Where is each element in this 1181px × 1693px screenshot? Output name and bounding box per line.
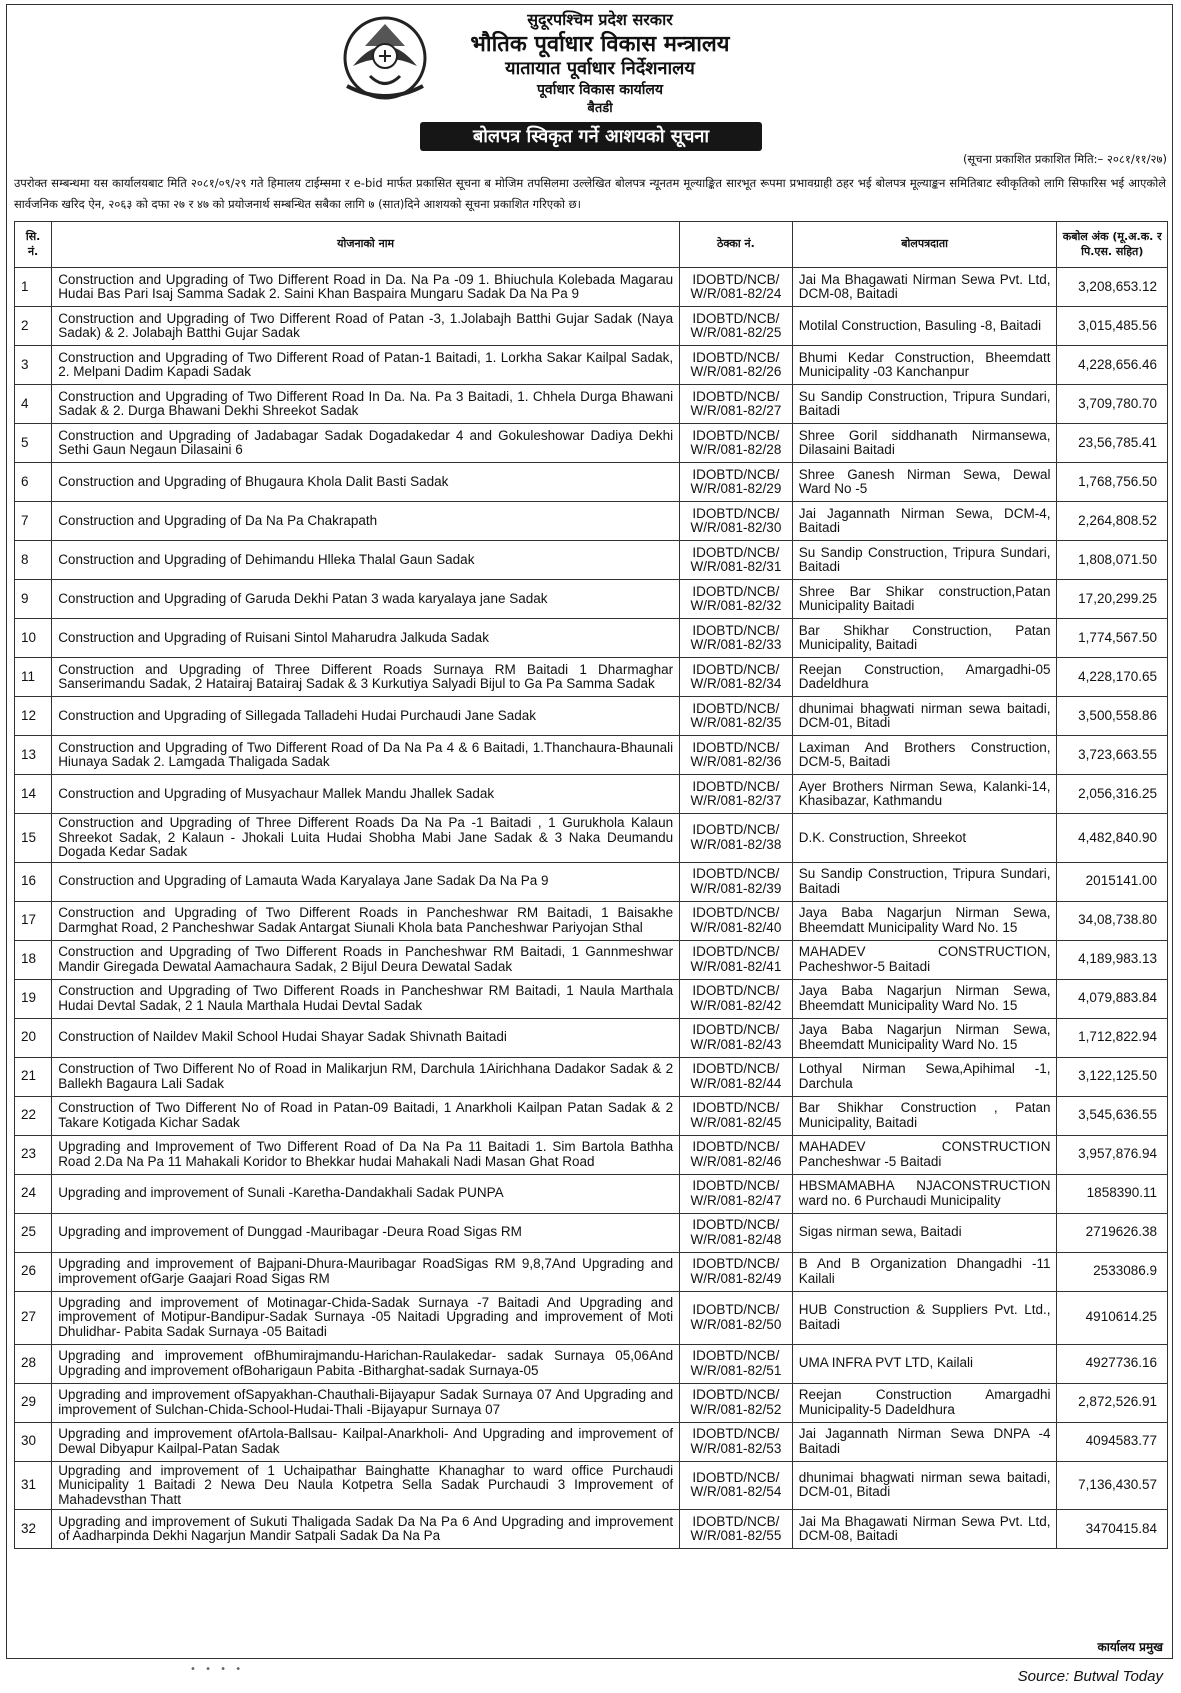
row-bidder: Shree Bar Shikar construction,Patan Municipality Baitadi xyxy=(792,580,1057,619)
row-contract-number: IDOBTD/NCB/ W/R/081-82/42 xyxy=(680,979,793,1018)
table-row xyxy=(15,1461,1168,1510)
row-bid-amount: 3,015,485.56 xyxy=(1057,307,1168,346)
table-row xyxy=(15,1174,1168,1213)
row-bidder: Su Sandip Construction, Tripura Sundari, Baitadi xyxy=(792,862,1057,901)
row-project-name: Upgrading and improvement of Sukuti Thaligada Sadak Da Na Pa 6 And Upgrading and improvement of Aadharpinda Dekhi Nagarjun Mandir Satpali Sadak Da Na Pa xyxy=(52,1510,680,1549)
row-bidder: Bar Shikhar Construction, Patan Municipality, Baitadi xyxy=(792,619,1057,658)
row-project-name: Construction and Upgrading of Two Different Road In Da. Na. Pa 3 Baitadi, 1. Chhela Durga Bhawani Sadak & 2. Durga Bhawani Dekhi Shreekot Sadak xyxy=(52,385,680,424)
row-bid-amount: 3,723,663.55 xyxy=(1057,736,1168,775)
row-bidder: Sigas nirman sewa, Baitadi xyxy=(792,1213,1057,1252)
row-serial: 19 xyxy=(15,979,52,1018)
row-contract-number: IDOBTD/NCB/ W/R/081-82/40 xyxy=(680,901,793,940)
row-bidder: Laximan And Brothers Construction, DCM-5, Baitadi xyxy=(792,736,1057,775)
row-bid-amount: 2533086.9 xyxy=(1057,1252,1168,1291)
row-project-name: Upgrading and improvement of Sunali -Karetha-Dandakhali Sadak PUNPA xyxy=(52,1174,680,1213)
row-contract-number: IDOBTD/NCB/ W/R/081-82/28 xyxy=(680,424,793,463)
row-serial: 20 xyxy=(15,1018,52,1057)
row-bidder: dhunimai bhagwati nirman sewa baitadi, DCM-01, Bitadi xyxy=(792,697,1057,736)
row-contract-number: IDOBTD/NCB/ W/R/081-82/45 xyxy=(680,1096,793,1135)
row-project-name: Construction and Upgrading of Musyachaur Mallek Mandu Jhallek Sadak xyxy=(52,775,680,814)
table-row xyxy=(15,1383,1168,1422)
directorate-name: यातायात पूर्वाधार निर्देशनालय xyxy=(505,58,695,79)
row-serial: 23 xyxy=(15,1135,52,1174)
table-row xyxy=(15,619,1168,658)
row-serial: 32 xyxy=(15,1510,52,1549)
nepal-emblem-icon xyxy=(335,6,435,106)
row-project-name: Construction and Upgrading of Ruisani Sintol Maharudra Jalkuda Sadak xyxy=(52,619,680,658)
row-bidder: Su Sandip Construction, Tripura Sundari, Baitadi xyxy=(792,385,1057,424)
row-bid-amount: 4,189,983.13 xyxy=(1057,940,1168,979)
row-bid-amount: 4,228,656.46 xyxy=(1057,346,1168,385)
row-contract-number: IDOBTD/NCB/ W/R/081-82/52 xyxy=(680,1383,793,1422)
row-bidder: Jai Jagannath Nirman Sewa DNPA -4 Baitadi xyxy=(792,1422,1057,1461)
row-project-name: Construction and Upgrading of Two Different Road of Patan -3, 1.Jolabajh Batthi Gujar Sadak (Naya Sadak) & 2. Jolabajh Batthi Gujar Sadak xyxy=(52,307,680,346)
row-project-name: Construction and Upgrading of Two Different Road of Patan-1 Baitadi, 1. Lorkha Sakar Kailpal Sadak, 2. Melpani Dadim Kapadi Sadak xyxy=(52,346,680,385)
col-header-amount: कबोल अंक (मू.अ.क. र पि.एस. सहित) xyxy=(1057,222,1168,268)
row-contract-number: IDOBTD/NCB/ W/R/081-82/49 xyxy=(680,1252,793,1291)
row-contract-number: IDOBTD/NCB/ W/R/081-82/24 xyxy=(680,268,793,307)
row-bid-amount: 4094583.77 xyxy=(1057,1422,1168,1461)
row-project-name: Construction and Upgrading of Jadabagar Sadak Dogadakedar 4 and Gokuleshowar Dadiya Dekhi Sethi Gaun Negaun Dilasaini 6 xyxy=(52,424,680,463)
row-bidder: Motilal Construction, Basuling -8, Baitadi xyxy=(792,307,1057,346)
row-project-name: Upgrading and Improvement of Two Different Road of Da Na Pa 11 Baitadi 1. Sim Bartola Bathha Road 2.Da Na Pa 11 Mahakali Koridor to Bhekkar hudai Mahakali Nadi Masan Ghat Road xyxy=(52,1135,680,1174)
row-serial: 22 xyxy=(15,1096,52,1135)
row-serial: 18 xyxy=(15,940,52,979)
row-bidder: Reejan Construction, Amargadhi-05 Dadeldhura xyxy=(792,658,1057,697)
table-row xyxy=(15,1096,1168,1135)
row-bid-amount: 3,500,558.86 xyxy=(1057,697,1168,736)
row-project-name: Construction of Naildev Makil School Hudai Shayar Sadak Shivnath Baitadi xyxy=(52,1018,680,1057)
row-bidder: UMA INFRA PVT LTD, Kailali xyxy=(792,1344,1057,1383)
row-serial: 14 xyxy=(15,775,52,814)
row-contract-number: IDOBTD/NCB/ W/R/081-82/33 xyxy=(680,619,793,658)
row-bidder: Jaya Baba Nagarjun Nirman Sewa, Bheemdatt Municipality Ward No. 15 xyxy=(792,1018,1057,1057)
row-project-name: Construction and Upgrading of Lamauta Wada Karyalaya Jane Sadak Da Na Pa 9 xyxy=(52,862,680,901)
row-project-name: Construction of Two Different No of Road in Malikarjun RM, Darchula 1Airichhana Dadakor Sadak & 2 Ballekh Bagaura Lali Sadak xyxy=(52,1057,680,1096)
row-project-name: Construction and Upgrading of Two Different Roads in Pancheshwar RM Baitadi, 1 Baisakhe Darmghat Road, 2 Pancheshwar Sadak Antargat Siunali Khola bata Pancheshwar Pariyojan Sthal xyxy=(52,901,680,940)
row-contract-number: IDOBTD/NCB/ W/R/081-82/30 xyxy=(680,502,793,541)
row-project-name: Construction and Upgrading of Two Different Road of Da Na Pa 4 & 6 Baitadi, 1.Thanchaura-Bhaunali Hiunaya Sadak 2. Lamgada Thaligada Sadak xyxy=(52,736,680,775)
row-serial: 28 xyxy=(15,1344,52,1383)
table-row xyxy=(15,424,1168,463)
table-row xyxy=(15,1422,1168,1461)
row-bidder: D.K. Construction, Shreekot xyxy=(792,814,1057,863)
row-bid-amount: 17,20,299.25 xyxy=(1057,580,1168,619)
row-contract-number: IDOBTD/NCB/ W/R/081-82/48 xyxy=(680,1213,793,1252)
row-serial: 26 xyxy=(15,1252,52,1291)
row-serial: 10 xyxy=(15,619,52,658)
row-bidder: Su Sandip Construction, Tripura Sundari, Baitadi xyxy=(792,541,1057,580)
row-bidder: MAHADEV CONSTRUCTION, Pacheshwor-5 Baitadi xyxy=(792,940,1057,979)
province-government: सुदूरपश्चिम प्रदेश सरकार xyxy=(527,10,673,29)
row-bidder: Bhumi Kedar Construction, Bheemdatt Municipality -03 Kanchanpur xyxy=(792,346,1057,385)
row-bidder: Bar Shikhar Construction , Patan Municipality, Baitadi xyxy=(792,1096,1057,1135)
table-row xyxy=(15,1213,1168,1252)
row-project-name: Construction and Upgrading of Two Different Road in Da. Na Pa -09 1. Bhiuchula Kolebada Magarau Hudai Bas Pari Isaj Samma Sadak 2. Saini Khan Baspaira Mungaru Sadak Da Na Pa 9 xyxy=(52,268,680,307)
row-bid-amount: 2015141.00 xyxy=(1057,862,1168,901)
row-serial: 17 xyxy=(15,901,52,940)
ministry-name: भौतिक पूर्वाधार विकास मन्त्रालय xyxy=(470,32,730,57)
row-bid-amount: 2,872,526.91 xyxy=(1057,1383,1168,1422)
table-row xyxy=(15,1252,1168,1291)
table-row xyxy=(15,940,1168,979)
row-bidder: dhunimai bhagwati nirman sewa baitadi, DCM-01, Bitadi xyxy=(792,1461,1057,1510)
row-bidder: Jai Ma Bhagawati Nirman Sewa Pvt. Ltd, DCM-08, Baitadi xyxy=(792,1510,1057,1549)
publish-date: (सूचना प्रकाशित प्रकाशित मिति:– २०८१/११/२७) xyxy=(962,152,1167,166)
table-row xyxy=(15,658,1168,697)
row-bidder: Ayer Brothers Nirman Sewa, Kalanki-14, Khasibazar, Kathmandu xyxy=(792,775,1057,814)
intro-paragraph: उपरोक्त सम्बन्धमा यस कार्यालयबाट मिति २०८१/०९/२९ गते हिमालय टाईम्समा र e-bid मार्फत प्रकासित सूचना ब मोजिम तपसिलमा उल्लेखित बोलपत्र न्यूनतम मूल्याङ्कित सारभूत रूपमा प्रभावग्राही ठहर भई बोलपत्र मूल्याङ्कन समितिबाट स्वीकृतिको लागि सिफारिस भई आएकोले सार्वजनिक खरिद ऐन, २०६३ को दफा २७ र ४७ को प्रयोजनार्थ सम्बन्धित सबैका लागि ७ (सात)दिने आशयको सूचना प्रकाशित गरिएको छ। xyxy=(14,176,1166,211)
row-bid-amount: 1,808,071.50 xyxy=(1057,541,1168,580)
bid-acceptance-table xyxy=(14,221,1168,1549)
table-row xyxy=(15,697,1168,736)
row-project-name: Upgrading and improvement of Motinagar-Chida-Sadak Surnaya -7 Baitadi And Upgrading and improvement of Motipur-Bandipur-Sadak Surnaya -05 Naitadi Upgrading and improvement of Moti Dhulidhar- Pabita Sadak Surnaya -05 Baitadi xyxy=(52,1291,680,1344)
row-bid-amount: 1,712,822.94 xyxy=(1057,1018,1168,1057)
col-header-bidder: बोलपत्रदाता xyxy=(792,222,1057,268)
row-contract-number: IDOBTD/NCB/ W/R/081-82/41 xyxy=(680,940,793,979)
row-serial: 21 xyxy=(15,1057,52,1096)
office-location: बैतडी xyxy=(587,101,613,116)
row-bidder: Jaya Baba Nagarjun Nirman Sewa, Bheemdatt Municipality Ward No. 15 xyxy=(792,901,1057,940)
row-project-name: Construction and Upgrading of Sillegada Talladehi Hudai Purchaudi Jane Sadak xyxy=(52,697,680,736)
row-bidder: Shree Goril siddhanath Nirmansewa, Dilasaini Baitadi xyxy=(792,424,1057,463)
row-bidder: B And B Organization Dhangadhi -11 Kailali xyxy=(792,1252,1057,1291)
table-row xyxy=(15,901,1168,940)
row-project-name: Construction and Upgrading of Three Different Roads Da Na Pa -1 Baitadi , 1 Gurukhola Kalaun Shreekot Sadak, 2 Kalaun - Jhokali Luita Hudai Shobha Mabi Jane Sadak & 3 Naka Deumandu Dogada Kedar Sadak xyxy=(52,814,680,863)
row-bid-amount: 3,957,876.94 xyxy=(1057,1135,1168,1174)
table-row xyxy=(15,1135,1168,1174)
row-contract-number: IDOBTD/NCB/ W/R/081-82/27 xyxy=(680,385,793,424)
row-project-name: Upgrading and improvement of Bajpani-Dhura-Mauribagar RoadSigas RM 9,8,7And Upgrading and improvement ofGarje Gaajari Road Sigas RM xyxy=(52,1252,680,1291)
row-project-name: Upgrading and improvement ofSapyakhan-Chauthali-Bijayapur Sadak Surnaya 07 And Upgrading and improvement of Sulchan-Chida-School-Hudai-Thali -Bijayapur Surnaya 07 xyxy=(52,1383,680,1422)
row-bid-amount: 2719626.38 xyxy=(1057,1213,1168,1252)
row-contract-number: IDOBTD/NCB/ W/R/081-82/31 xyxy=(680,541,793,580)
row-bid-amount: 2,264,808.52 xyxy=(1057,502,1168,541)
table-row xyxy=(15,1291,1168,1344)
row-bidder: Shree Ganesh Nirman Sewa, Dewal Ward No -5 xyxy=(792,463,1057,502)
table-row xyxy=(15,979,1168,1018)
row-bid-amount: 2,056,316.25 xyxy=(1057,775,1168,814)
row-bid-amount: 4,079,883.84 xyxy=(1057,979,1168,1018)
col-header-contract: ठेक्का नं. xyxy=(680,222,793,268)
row-bid-amount: 7,136,430.57 xyxy=(1057,1461,1168,1510)
row-serial: 24 xyxy=(15,1174,52,1213)
table-row xyxy=(15,580,1168,619)
row-serial: 7 xyxy=(15,502,52,541)
table-row xyxy=(15,541,1168,580)
table-row xyxy=(15,307,1168,346)
row-contract-number: IDOBTD/NCB/ W/R/081-82/43 xyxy=(680,1018,793,1057)
table-row xyxy=(15,463,1168,502)
table-body xyxy=(15,268,1168,1549)
row-serial: 1 xyxy=(15,268,52,307)
row-bidder: Lothyal Nirman Sewa,Apihimal -1, Darchula xyxy=(792,1057,1057,1096)
row-contract-number: IDOBTD/NCB/ W/R/081-82/37 xyxy=(680,775,793,814)
decorative-dots: • • • • xyxy=(190,1664,245,1675)
row-project-name: Construction and Upgrading of Garuda Dekhi Patan 3 wada karyalaya jane Sadak xyxy=(52,580,680,619)
row-project-name: Construction and Upgrading of Three Different Roads Surnaya RM Baitadi 1 Dharmaghar Sanserimandu Sadak, 2 Hatairaj Batairaj Sadak & 3 Kurkutiya Salyadi Bijul to Ga Pa Samma Sadak xyxy=(52,658,680,697)
row-bidder: HBSMAMABHA NJACONSTRUCTION ward no. 6 Purchaudi Municipality xyxy=(792,1174,1057,1213)
row-bid-amount: 3,545,636.55 xyxy=(1057,1096,1168,1135)
row-contract-number: IDOBTD/NCB/ W/R/081-82/25 xyxy=(680,307,793,346)
row-bidder: MAHADEV CONSTRUCTION Pancheshwar -5 Baitadi xyxy=(792,1135,1057,1174)
row-project-name: Upgrading and improvement of Dunggad -Mauribagar -Deura Road Sigas RM xyxy=(52,1213,680,1252)
table-row xyxy=(15,385,1168,424)
row-serial: 30 xyxy=(15,1422,52,1461)
row-bidder: Jai Jagannath Nirman Sewa, DCM-4, Baitadi xyxy=(792,502,1057,541)
row-serial: 29 xyxy=(15,1383,52,1422)
row-project-name: Construction and Upgrading of Two Different Roads in Pancheshwar RM Baitadi, 1 Gannmeshwar Mandir Giregada Dewatal Aamachaura Sadak, 2 Bijul Deura Dewatal Sadak xyxy=(52,940,680,979)
row-bidder: HUB Construction & Suppliers Pvt. Ltd., Baitadi xyxy=(792,1291,1057,1344)
row-contract-number: IDOBTD/NCB/ W/R/081-82/36 xyxy=(680,736,793,775)
row-serial: 16 xyxy=(15,862,52,901)
notice-title-banner: बोलपत्र स्विकृत गर्ने आशयको सूचना xyxy=(420,122,762,151)
row-serial: 12 xyxy=(15,697,52,736)
row-bidder: Reejan Construction Amargadhi Municipality-5 Dadeldhura xyxy=(792,1383,1057,1422)
row-serial: 13 xyxy=(15,736,52,775)
row-serial: 27 xyxy=(15,1291,52,1344)
table-row xyxy=(15,1344,1168,1383)
row-bid-amount: 4,482,840.90 xyxy=(1057,814,1168,863)
row-serial: 5 xyxy=(15,424,52,463)
row-contract-number: IDOBTD/NCB/ W/R/081-82/53 xyxy=(680,1422,793,1461)
row-contract-number: IDOBTD/NCB/ W/R/081-82/51 xyxy=(680,1344,793,1383)
col-header-serial: सि. नं. xyxy=(15,222,52,268)
row-serial: 9 xyxy=(15,580,52,619)
row-bidder: Jai Ma Bhagawati Nirman Sewa Pvt. Ltd, DCM-08, Baitadi xyxy=(792,268,1057,307)
office-chief-signature: कार्यालय प्रमुख xyxy=(1097,1640,1163,1654)
row-serial: 3 xyxy=(15,346,52,385)
row-contract-number: IDOBTD/NCB/ W/R/081-82/35 xyxy=(680,697,793,736)
table-row xyxy=(15,814,1168,863)
row-bid-amount: 3470415.84 xyxy=(1057,1510,1168,1549)
row-contract-number: IDOBTD/NCB/ W/R/081-82/29 xyxy=(680,463,793,502)
row-project-name: Construction and Upgrading of Da Na Pa Chakrapath xyxy=(52,502,680,541)
row-contract-number: IDOBTD/NCB/ W/R/081-82/34 xyxy=(680,658,793,697)
office-name: पूर्वाधार विकास कार्यालय xyxy=(536,82,664,98)
table-row xyxy=(15,346,1168,385)
row-bidder: Jaya Baba Nagarjun Nirman Sewa, Bheemdatt Municipality Ward No. 15 xyxy=(792,979,1057,1018)
row-contract-number: IDOBTD/NCB/ W/R/081-82/32 xyxy=(680,580,793,619)
row-project-name: Upgrading and improvement ofBhumirajmandu-Harichan-Raulakedar- sadak Surnaya 05,06And Upgrading and improvement ofBoharigaun Pabita -Bitharghat-sadak Surnaya-05 xyxy=(52,1344,680,1383)
row-bid-amount: 3,208,653.12 xyxy=(1057,268,1168,307)
row-bid-amount: 4927736.16 xyxy=(1057,1344,1168,1383)
row-serial: 15 xyxy=(15,814,52,863)
row-bid-amount: 23,56,785.41 xyxy=(1057,424,1168,463)
row-contract-number: IDOBTD/NCB/ W/R/081-82/54 xyxy=(680,1461,793,1510)
row-serial: 31 xyxy=(15,1461,52,1510)
row-project-name: Construction and Upgrading of Bhugaura Khola Dalit Basti Sadak xyxy=(52,463,680,502)
row-bid-amount: 1,774,567.50 xyxy=(1057,619,1168,658)
row-serial: 25 xyxy=(15,1213,52,1252)
row-serial: 11 xyxy=(15,658,52,697)
table-row xyxy=(15,1018,1168,1057)
row-bid-amount: 3,709,780.70 xyxy=(1057,385,1168,424)
row-contract-number: IDOBTD/NCB/ W/R/081-82/26 xyxy=(680,346,793,385)
row-serial: 8 xyxy=(15,541,52,580)
row-bid-amount: 1,768,756.50 xyxy=(1057,463,1168,502)
row-project-name: Construction of Two Different No of Road in Patan-09 Baitadi, 1 Anarkholi Kailpan Patan Sadak & 2 Takare Kotigada Kichar Sadak xyxy=(52,1096,680,1135)
row-bid-amount: 3,122,125.50 xyxy=(1057,1057,1168,1096)
table-row xyxy=(15,1057,1168,1096)
row-contract-number: IDOBTD/NCB/ W/R/081-82/46 xyxy=(680,1135,793,1174)
row-project-name: Construction and Upgrading of Two Different Roads in Pancheshwar RM Baitadi, 1 Naula Marthala Hudai Devtal Sadak, 2 1 Naula Marthala Hudai Devtal Sadak xyxy=(52,979,680,1018)
table-row xyxy=(15,502,1168,541)
row-serial: 4 xyxy=(15,385,52,424)
row-serial: 6 xyxy=(15,463,52,502)
table-row xyxy=(15,268,1168,307)
table-header-row xyxy=(15,222,1168,268)
row-serial: 2 xyxy=(15,307,52,346)
row-project-name: Construction and Upgrading of Dehimandu Hlleka Thalal Gaun Sadak xyxy=(52,541,680,580)
row-contract-number: IDOBTD/NCB/ W/R/081-82/50 xyxy=(680,1291,793,1344)
row-bid-amount: 4910614.25 xyxy=(1057,1291,1168,1344)
table-row xyxy=(15,862,1168,901)
row-bid-amount: 1858390.11 xyxy=(1057,1174,1168,1213)
row-contract-number: IDOBTD/NCB/ W/R/081-82/39 xyxy=(680,862,793,901)
col-header-project: योजनाको नाम xyxy=(52,222,680,268)
row-contract-number: IDOBTD/NCB/ W/R/081-82/44 xyxy=(680,1057,793,1096)
table-row xyxy=(15,1510,1168,1549)
row-bid-amount: 4,228,170.65 xyxy=(1057,658,1168,697)
row-project-name: Upgrading and improvement ofArtola-Ballsau- Kailpal-Anarkholi- And Upgrading and improvement of Dewal Dibyapur Kailpal-Patan Sadak xyxy=(52,1422,680,1461)
row-contract-number: IDOBTD/NCB/ W/R/081-82/55 xyxy=(680,1510,793,1549)
table-row xyxy=(15,775,1168,814)
row-contract-number: IDOBTD/NCB/ W/R/081-82/47 xyxy=(680,1174,793,1213)
row-project-name: Upgrading and improvement of 1 Uchaipathar Bainghatte Khanaghar to ward office Purchaudi Municipality 1 Baitadi 2 Newa Deu Naula Kotpetra Sella Sadak Purchaudi 3 Improvement of Mahadevsthan Thatt xyxy=(52,1461,680,1510)
source-credit: Source: Butwal Today xyxy=(1017,1668,1163,1685)
row-contract-number: IDOBTD/NCB/ W/R/081-82/38 xyxy=(680,814,793,863)
row-bid-amount: 34,08,738.80 xyxy=(1057,901,1168,940)
table-row xyxy=(15,736,1168,775)
